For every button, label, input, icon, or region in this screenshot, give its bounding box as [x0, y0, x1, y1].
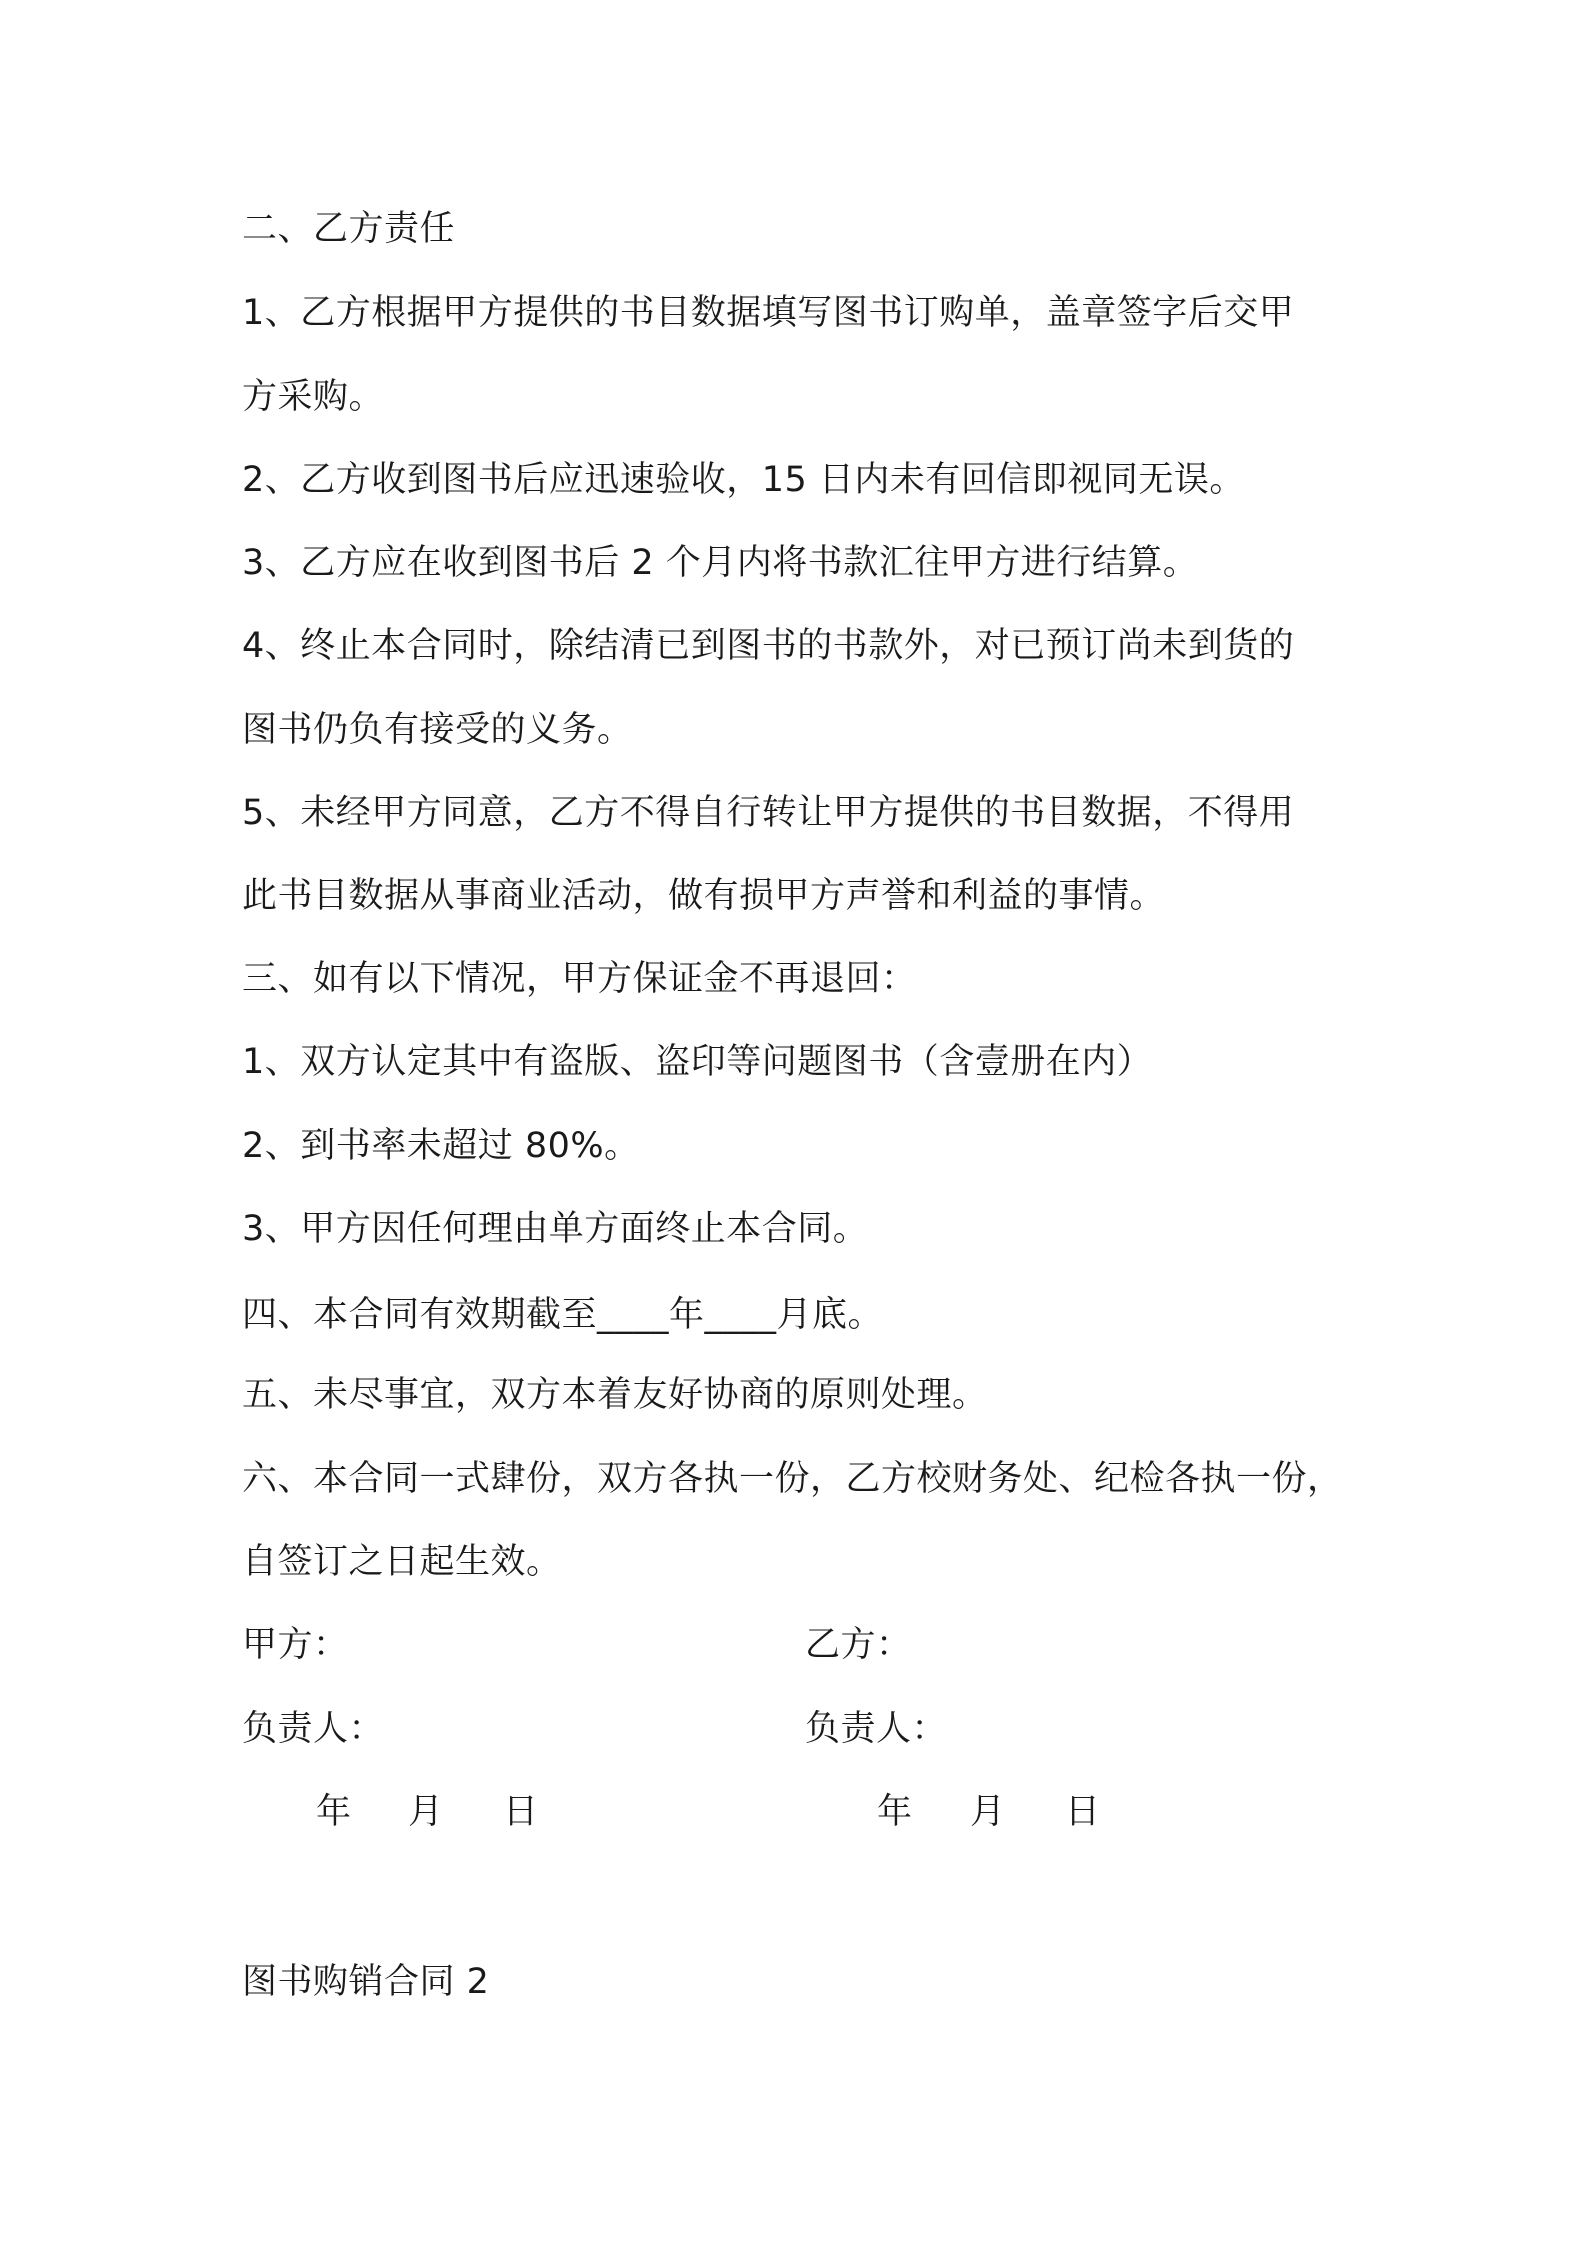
section6-line2: 自签订之日起生效。 [242, 1542, 562, 1582]
section2-item5-line1: 5、未经甲方同意，乙方不得自行转让甲方提供的书目数据，不得用 [242, 793, 1295, 833]
date-a-day: 日 [503, 1792, 539, 1832]
section2-item1-line2: 方采购。 [242, 377, 385, 417]
section2-item5-line2: 此书目数据从事商业活动，做有损甲方声誉和利益的事情。 [242, 876, 1166, 916]
date-a-month: 月 [408, 1792, 444, 1832]
date-a-year: 年 [316, 1792, 352, 1832]
party-a-label: 甲方： [242, 1625, 349, 1665]
section2-item1-line1: 1、乙方根据甲方提供的书目数据填写图书订购单，盖章签字后交甲 [242, 293, 1295, 333]
section3-item3: 3、甲方因任何理由单方面终止本合同。 [242, 1209, 869, 1249]
section2-item2: 2、乙方收到图书后应迅速验收，15 日内未有回信即视同无误。 [242, 460, 1245, 500]
section4-validity: 四、本合同有效期截至____年____月底。 [242, 1295, 884, 1335]
section3-item2: 2、到书率未超过 80%。 [242, 1126, 640, 1166]
person-in-charge-b-label: 负责人： [805, 1709, 948, 1749]
next-contract-title: 图书购销合同 2 [242, 1962, 490, 2002]
section2-item4-line1: 4、终止本合同时，除结清已到图书的书款外，对已预订尚未到货的 [242, 626, 1295, 666]
section3-heading: 三、如有以下情况，甲方保证金不再退回： [242, 959, 917, 999]
date-b-month: 月 [970, 1792, 1006, 1832]
section2-heading: 二、乙方责任 [242, 209, 456, 249]
section5-other-matters: 五、未尽事宜，双方本着友好协商的原则处理。 [242, 1375, 988, 1415]
section2-item4-line2: 图书仍负有接受的义务。 [242, 710, 633, 750]
section2-item3: 3、乙方应在收到图书后 2 个月内将书款汇往甲方进行结算。 [242, 543, 1199, 583]
section6-line1: 六、本合同一式肆份，双方各执一份，乙方校财务处、纪检各执一份， [242, 1459, 1343, 1499]
date-b-day: 日 [1065, 1792, 1101, 1832]
section3-item1: 1、双方认定其中有盗版、盗印等问题图书（含壹册在内） [242, 1042, 1153, 1082]
person-in-charge-a-label: 负责人： [242, 1709, 385, 1749]
date-b-year: 年 [877, 1792, 913, 1832]
party-b-label: 乙方： [805, 1625, 912, 1665]
